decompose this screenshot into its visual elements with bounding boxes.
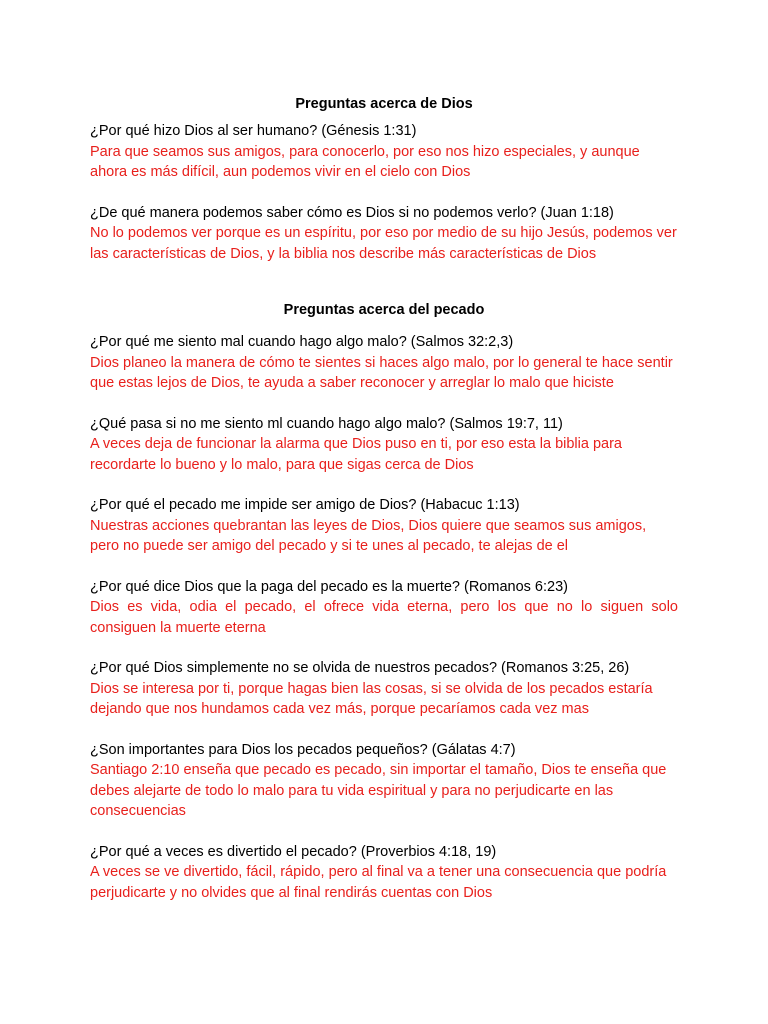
- question-text: ¿Por qué hizo Dios al ser humano? (Génesis 1:31): [90, 123, 417, 139]
- answer-text: Dios se interesa por ti, porque hagas bien las cosas, si se olvida de los pecados estaría dejando que nos hundamos cada vez más, porque pecaríamos cada vez mas: [90, 680, 653, 717]
- qa-item: [90, 740, 678, 822]
- question-text: ¿Por qué a veces es divertido el pecado? (Proverbios 4:18, 19): [90, 843, 497, 860]
- section-pecado: [90, 300, 678, 903]
- answer-text: Nuestras acciones quebrantan las leyes de Dios, Dios quiere que seamos sus amigos, pero no puede ser amigo del pecado y si te unes al pecado, te alejas de el: [90, 517, 647, 554]
- qa-item: [90, 332, 678, 394]
- answer-text: A veces se ve divertido, fácil, rápido, pero al final va a tener una consecuencia que podría perjudicarte y no olvides que al final rendirás cuentas con Dios: [90, 864, 667, 901]
- question-text: ¿Por qué dice Dios que la paga del pecado es la muerte? (Romanos 6:23): [90, 578, 568, 595]
- question-text: ¿Por qué me siento mal cuando hago algo malo? (Salmos 32:2,3): [90, 334, 514, 350]
- question-text: ¿Por qué el pecado me impide ser amigo de Dios? (Habacuc 1:13): [90, 497, 520, 513]
- answer-text: Para que seamos sus amigos, para conocerlo, por eso nos hizo especiales, y aunque ahora es más difícil, aun podemos vivir en el cielo con Dios: [90, 143, 640, 180]
- question-text: ¿Por qué Dios simplemente no se olvida de nuestros pecados? (Romanos 3:25, 26): [90, 660, 630, 676]
- qa-item: [90, 658, 678, 720]
- question-text: ¿Son importantes para Dios los pecados pequeños? (Gálatas 4:7): [90, 741, 516, 758]
- qa-item: [90, 121, 678, 183]
- answer-text: Santiago 2:10 enseña que pecado es pecado, sin importar el tamaño, Dios te enseña que debes alejarte de todo lo malo para tu vida espiritual y para no perjudicarte en las consecuencias: [90, 762, 667, 819]
- section-title: Preguntas acerca del pecado: [283, 302, 485, 318]
- qa-item: [90, 495, 678, 557]
- qa-item: [90, 577, 678, 639]
- answer-text: Dios planeo la manera de cómo te sientes si haces algo malo, por lo general te hace sentir que estas lejos de Dios, te ayuda a saber reconocer y arreglar lo malo que hiciste: [90, 354, 673, 391]
- qa-item: [90, 842, 678, 904]
- answer-text: No lo podemos ver porque es un espíritu, por eso por medio de su hijo Jesús, podemos ver las características de Dios, y la biblia nos describe más características de Dios: [90, 225, 677, 262]
- answer-text: A veces deja de funcionar la alarma que Dios puso en ti, por eso esta la biblia para recordarte lo bueno y lo malo, para que sigas cerca de Dios: [90, 436, 622, 473]
- qa-item: [90, 414, 678, 476]
- question-text: ¿Qué pasa si no me siento ml cuando hago algo malo? (Salmos 19:7, 11): [90, 415, 563, 432]
- answer-text: Dios es vida, odia el pecado, el ofrece vida eterna, pero los que no lo siguen solo consiguen la muerte eterna: [90, 599, 678, 636]
- document-content: [90, 94, 678, 923]
- section-dios: [90, 94, 678, 264]
- section-title: Preguntas acerca de Dios: [295, 96, 473, 112]
- qa-item: [90, 203, 678, 265]
- question-text: ¿De qué manera podemos saber cómo es Dios si no podemos verlo? (Juan 1:18): [90, 204, 614, 221]
